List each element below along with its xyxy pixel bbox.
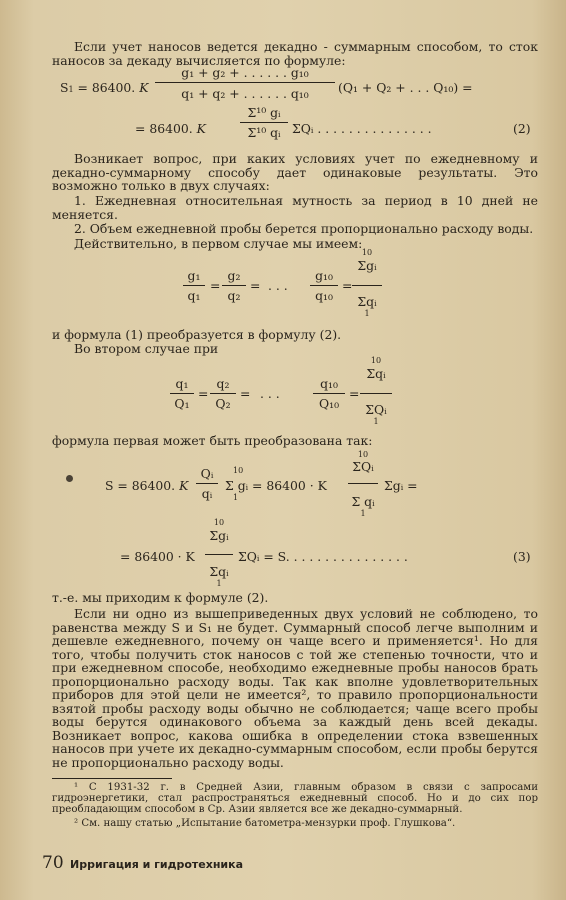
- eq4-dots: . . .: [260, 386, 280, 401]
- footnote-rule: [52, 778, 172, 779]
- eq3-bar-2: [222, 285, 246, 286]
- eq6-number: (3): [513, 549, 531, 564]
- eq5-bar-sum: [348, 483, 378, 484]
- paragraph-conclusion: т.-е. мы приходим к формуле (2).: [52, 590, 269, 605]
- eq3-eq-3: =: [342, 278, 353, 293]
- eq3-dots: . . .: [268, 278, 288, 293]
- eq4-den-1: Q₁: [174, 396, 190, 411]
- paragraph-indeed: Действительно, в первом случае мы имеем:: [74, 236, 363, 251]
- paragraph-second-case: Во втором случае при: [74, 341, 219, 356]
- eq4-lim-top: 10: [370, 356, 382, 365]
- eq2-tail: ΣQᵢ . . . . . . . . . . . . . . .: [292, 121, 432, 136]
- eq3-den-1: q₁: [187, 288, 201, 303]
- eq4-bar-3: [313, 393, 345, 394]
- eq4-bar-sum: [360, 393, 392, 394]
- eq4-den-2: Q₂: [215, 396, 231, 411]
- eq3-bar-3: [310, 285, 338, 286]
- eq3-den-2: q₂: [227, 288, 241, 303]
- eq4-num-1: q₁: [175, 376, 189, 391]
- eq3-sum-den: Σqᵢ: [357, 294, 377, 309]
- eq3-sum-num: Σgᵢ: [357, 258, 377, 273]
- eq6-bar: [205, 554, 233, 555]
- eq5-num: Qᵢ: [200, 466, 214, 481]
- eq3-num-1: g₁: [187, 268, 201, 283]
- eq1-tail: (Q₁ + Q₂ + . . . Q₁₀) =: [338, 80, 473, 95]
- eq5-den: qᵢ: [201, 486, 213, 501]
- eq5-frac-lim-top: 10: [357, 450, 369, 459]
- eq2-denominator: Σ¹⁰ qᵢ: [247, 125, 281, 140]
- eq1-denominator: q₁ + q₂ + . . . . . . q₁₀: [181, 86, 309, 101]
- eq5-tail: Σgᵢ =: [384, 478, 418, 493]
- eq5-lhs: S = 86400. K: [105, 478, 189, 493]
- eq3-bar-1: [183, 285, 205, 286]
- eq2-number: (2): [513, 121, 531, 136]
- eq4-sum-num: Σqᵢ: [366, 366, 386, 381]
- eq2-fraction-bar: [240, 122, 288, 123]
- eq3-lim-bot: 1: [364, 309, 370, 318]
- eq5-lim-top: 10: [233, 466, 244, 475]
- eq4-den-3: Q₁₀: [318, 396, 340, 411]
- bullet-mark: [66, 475, 73, 482]
- eq3-bar-sum: [352, 285, 382, 286]
- paragraph-transform: и формула (1) преобразуется в формулу (2).: [52, 327, 342, 342]
- eq6-den: Σqᵢ: [209, 564, 229, 579]
- eq3-lim-top: 10: [361, 248, 373, 257]
- page-number: 70: [42, 853, 64, 873]
- eq4-sum-den: ΣQᵢ: [365, 402, 387, 417]
- eq6-lim-bot: 1: [216, 579, 222, 588]
- eq5-frac-lim-bot: 1: [360, 509, 366, 518]
- eq6-tail: ΣQᵢ = S. . . . . . . . . . . . . . . .: [238, 549, 408, 564]
- running-head: Ирригация и гидротехника: [70, 858, 244, 871]
- eq5-sum-den: Σ qᵢ: [351, 494, 375, 509]
- eq4-eq-3: =: [349, 386, 360, 401]
- eq2-numerator: Σ¹⁰ gᵢ: [247, 105, 281, 120]
- eq4-eq-1: =: [198, 386, 209, 401]
- eq3-eq-1: =: [210, 278, 221, 293]
- eq1-numerator: g₁ + g₂ + . . . . . . g₁₀: [181, 65, 309, 80]
- eq3-num-2: g₂: [227, 268, 241, 283]
- eq4-eq-2: =: [240, 386, 251, 401]
- eq5-lim-bot: 1: [233, 493, 239, 502]
- paragraph-intro: Если учет наносов ведется декадно - суммарным способом, то сток наносов за декаду вычисляется по формуле:: [52, 39, 538, 68]
- eq6-lim-top: 10: [213, 518, 225, 527]
- eq5-sum-num: ΣQᵢ: [352, 459, 374, 474]
- eq4-bar-1: [170, 393, 194, 394]
- eq4-bar-2: [210, 393, 236, 394]
- eq6-num: Σgᵢ: [209, 528, 229, 543]
- eq4-lim-bot: 1: [373, 417, 379, 426]
- eq3-eq-2: =: [250, 278, 261, 293]
- eq1-lhs: S1 = 86400. K: [60, 80, 149, 95]
- eq3-den-3: q₁₀: [315, 288, 333, 303]
- eq3-num-3: g₁₀: [315, 268, 333, 283]
- eq4-num-2: q₂: [216, 376, 230, 391]
- footnote-1: ¹ С 1931-32 г. в Средней Азии, главным образом в связи с запросами гидроэнергетики, стал распространяться ежедневный способ. Но и до сих пор преобладающим способом в Ср. Азии является все же декадно-суммарный.: [52, 782, 538, 816]
- footnote-2: ² См. нашу статью „Испытание батометра-мензурки проф. Глушкова“.: [74, 818, 456, 829]
- paragraph-case-2: 2. Объем ежедневной пробы берется пропорционально расходу воды.: [74, 221, 534, 236]
- eq6-lhs: = 86400 · K: [120, 549, 195, 564]
- eq1-fraction-bar: [155, 82, 335, 83]
- paragraph-case-1: 1. Ежедневная относительная мутность за период в 10 дней не меняется.: [52, 193, 538, 222]
- eq4-num-3: q₁₀: [320, 376, 338, 391]
- paragraph-first-formula: формула первая может быть преобразована так:: [52, 433, 373, 448]
- eq5-bar: [196, 483, 218, 484]
- eq2-lhs: = 86400. K: [135, 121, 206, 136]
- paragraph-main: Если ни одно из вышеприведенных двух условий не соблюдено, то равенства между S и S₁ не будет. Суммарный способ легче выполним и дешевле ежедневного, почему он чаще всего и применяется¹. Но для того, чтобы получить сток наносов с той же степенью точности, что и при ежедневном способе, необходимо ежедневные пробы наносов брать пропорционально расходу воды. Так как вполне удовлетворительных приборов для этой цели не имеется², то правило пропорциональности взятой пробы расходу воды обычно не соблюдается; чаще всего пробы воды берутся одинакового объема за каждый день всей декады. Возникает вопрос, какова ошибка в определении стока взвешенных наносов при учете их декадно-суммарным способом, если пробы берутся не пропорционально расходу воды.: [52, 606, 538, 770]
- eq5-sum: Σ gᵢ = 86400 · K: [225, 478, 327, 493]
- paragraph-question: Возникает вопрос, при каких условиях учет по ежедневному и декадно-суммарному способу дает одинаковые результаты. Это возможно только в двух случаях:: [52, 151, 538, 193]
